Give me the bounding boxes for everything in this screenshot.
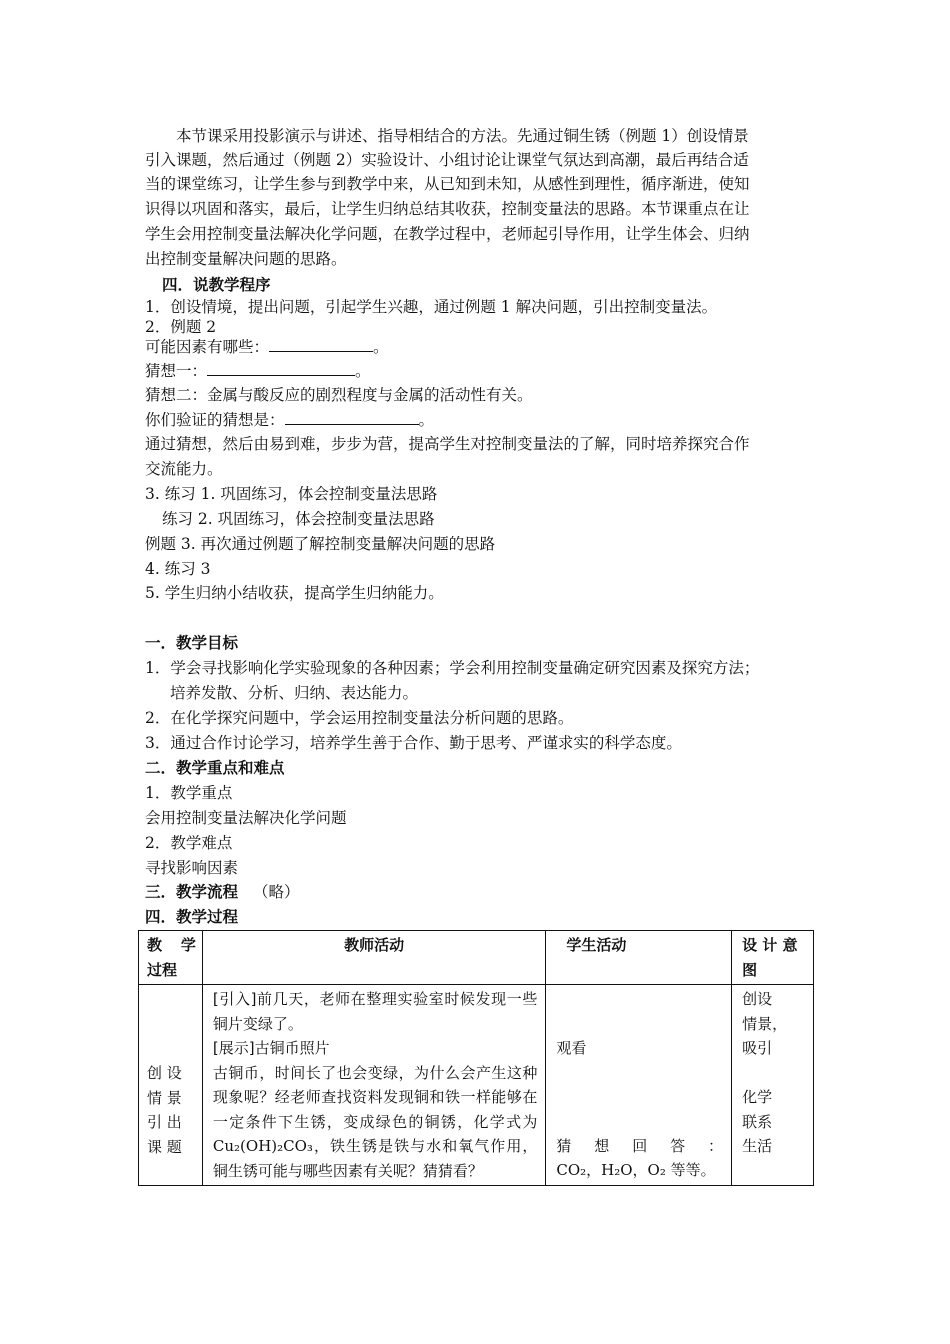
verify-period: 。	[418, 411, 435, 429]
intro-tag: [引入]	[212, 990, 257, 1008]
keypoint-1-text: 会用控制变量法解决化学问题	[145, 809, 347, 827]
intro-line-4: 识得以巩固和落实，最后，让学生归纳总结其收获，控制变量法的思路。本节课重点在让	[145, 200, 750, 218]
header-student: 学生活动	[546, 931, 732, 985]
procedure-desc-2: 交流能力。	[145, 460, 223, 478]
header-teacher: 教师活动	[202, 931, 545, 985]
exercise-1: 3. 练习 1. 巩固练习，体会控制变量法思路	[145, 485, 438, 503]
student-answer: CO₂，H₂O，O₂ 等等。	[556, 1161, 716, 1179]
header-intent: 设 计 意图	[732, 931, 814, 985]
summary-step: 5. 学生归纳小结收获，提高学生归纳能力。	[145, 584, 444, 602]
intro-line-3: 当的课堂练习，让学生参与到教学中来，从已知到未知，从感性到理性，循序渐进，使知	[145, 175, 750, 193]
intent-line-7: 生活	[742, 1137, 773, 1155]
procedure-step-2: 2．例题 2	[145, 318, 217, 336]
student-watch: 观看	[556, 1039, 587, 1057]
guess2-line: 猜想二：金属与酸反应的剧烈程度与金属的活动性有关。	[145, 386, 533, 404]
keypoint-2-text: 寻找影响因素	[145, 859, 239, 877]
table-header-row	[139, 931, 814, 985]
goal-3: 3．通过合作讨论学习，培养学生善于合作、勤于思考、严谨求实的科学态度。	[145, 734, 682, 752]
teacher-explain: 古铜币，时间长了也会变绿，为什么会产生这种现象呢？经老师查找资料发现铜和铁一样能够在一定条件下生锈，变成绿色的铜锈，化学式为 Cu₂(OH)₂CO₃，铁生锈是铁与水和氧气作用，铜生锈可能与哪些因素有关呢？猜猜看？	[212, 1063, 538, 1180]
process-heading: 四．教学过程	[145, 908, 239, 926]
show-tag: [展示]	[212, 1039, 255, 1057]
stage-line-4: 课 题	[147, 1137, 182, 1156]
guess1-line	[145, 359, 371, 383]
procedure-heading: 四．说教学程序	[162, 276, 271, 294]
procedure-step-1: 1．创设情境，提出问题，引起学生兴趣，通过例题 1 解决问题，引出控制变量法。	[145, 298, 718, 316]
goal-1-line-1: 1．学会寻找影响化学实验现象的各种因素；学会利用控制变量确定研究因素及探究方法；	[145, 659, 760, 677]
verify-line	[145, 408, 434, 432]
example-3: 例题 3. 再次通过例题了解控制变量解决问题的思路	[145, 535, 496, 553]
intent-line-1: 创设	[742, 990, 773, 1008]
keypoint-1: 1．教学重点	[145, 784, 233, 802]
intro-line-1: 本节课采用投影演示与讲述、指导相结合的方法。先通过铜生锈（例题 1）创设情景	[176, 127, 749, 145]
exercise-3: 4. 练习 3	[145, 560, 211, 578]
goals-heading: 一．教学目标	[145, 634, 239, 652]
intro-line-2: 引入课题，然后通过（例题 2）实验设计、小组讨论让课堂气氛达到高潮，最后再结合适	[145, 151, 749, 169]
factors-blank[interactable]	[269, 336, 373, 352]
guess1-label: 猜想一：	[145, 362, 208, 380]
intro-line-5: 学生会用控制变量法解决化学问题，在教学过程中，老师起引导作用，让学生体会、归纳	[145, 225, 750, 243]
teacher-cell	[202, 985, 545, 1186]
intro-text: 前几天，老师在整理实验室时候发现一些铜片变绿了。	[212, 990, 538, 1033]
intent-line-6: 联系	[742, 1112, 773, 1131]
header-stage: 教 学过程	[139, 931, 203, 985]
student-guess: 猜 想 回 答 ：	[556, 1136, 724, 1155]
student-cell	[546, 985, 732, 1186]
stage-cell	[139, 985, 203, 1186]
verify-blank[interactable]	[285, 409, 419, 425]
guess1-blank[interactable]	[207, 360, 355, 376]
stage-line-1: 创 设	[147, 1064, 182, 1082]
exercise-2: 练习 2. 巩固练习，体会控制变量法思路	[162, 510, 435, 528]
intent-line-5: 化学	[742, 1088, 773, 1106]
process-table	[138, 930, 814, 1186]
intent-spacer	[742, 1061, 807, 1086]
goal-1-line-2: 培养发散、分析、归纳、表达能力。	[170, 684, 419, 702]
factors-label: 可能因素有哪些：	[145, 338, 270, 356]
factors-period: 。	[373, 338, 389, 356]
intent-line-3: 吸引	[742, 1039, 773, 1057]
keypoint-2: 2．教学难点	[145, 834, 233, 852]
teacher-show	[213, 1036, 537, 1061]
stage-line-2: 情 景	[147, 1088, 182, 1107]
procedure-desc-1: 通过猜想，然后由易到难，步步为营，提高学生对控制变量法的了解，同时培养探究合作	[145, 435, 750, 453]
stage-line-3: 引 出	[147, 1113, 182, 1131]
flow-note: （略）	[252, 883, 300, 901]
flow-heading: 三．教学流程	[145, 883, 239, 901]
factors-line	[145, 335, 389, 359]
intent-line-2: 情景，	[742, 1014, 788, 1033]
goal-2: 2．在化学探究问题中，学会运用控制变量法分析问题的思路。	[145, 709, 574, 727]
show-text: 古铜币照片	[254, 1039, 330, 1057]
keypoints-heading: 二．教学重点和难点	[145, 759, 285, 777]
intro-line-6: 出控制变量解决问题的思路。	[145, 250, 347, 268]
table-row	[139, 985, 814, 1186]
intent-cell	[732, 985, 814, 1186]
teacher-intro	[213, 987, 537, 1036]
guess1-period: 。	[355, 362, 371, 380]
flow-line	[145, 880, 299, 904]
verify-label: 你们验证的猜想是：	[145, 411, 285, 429]
